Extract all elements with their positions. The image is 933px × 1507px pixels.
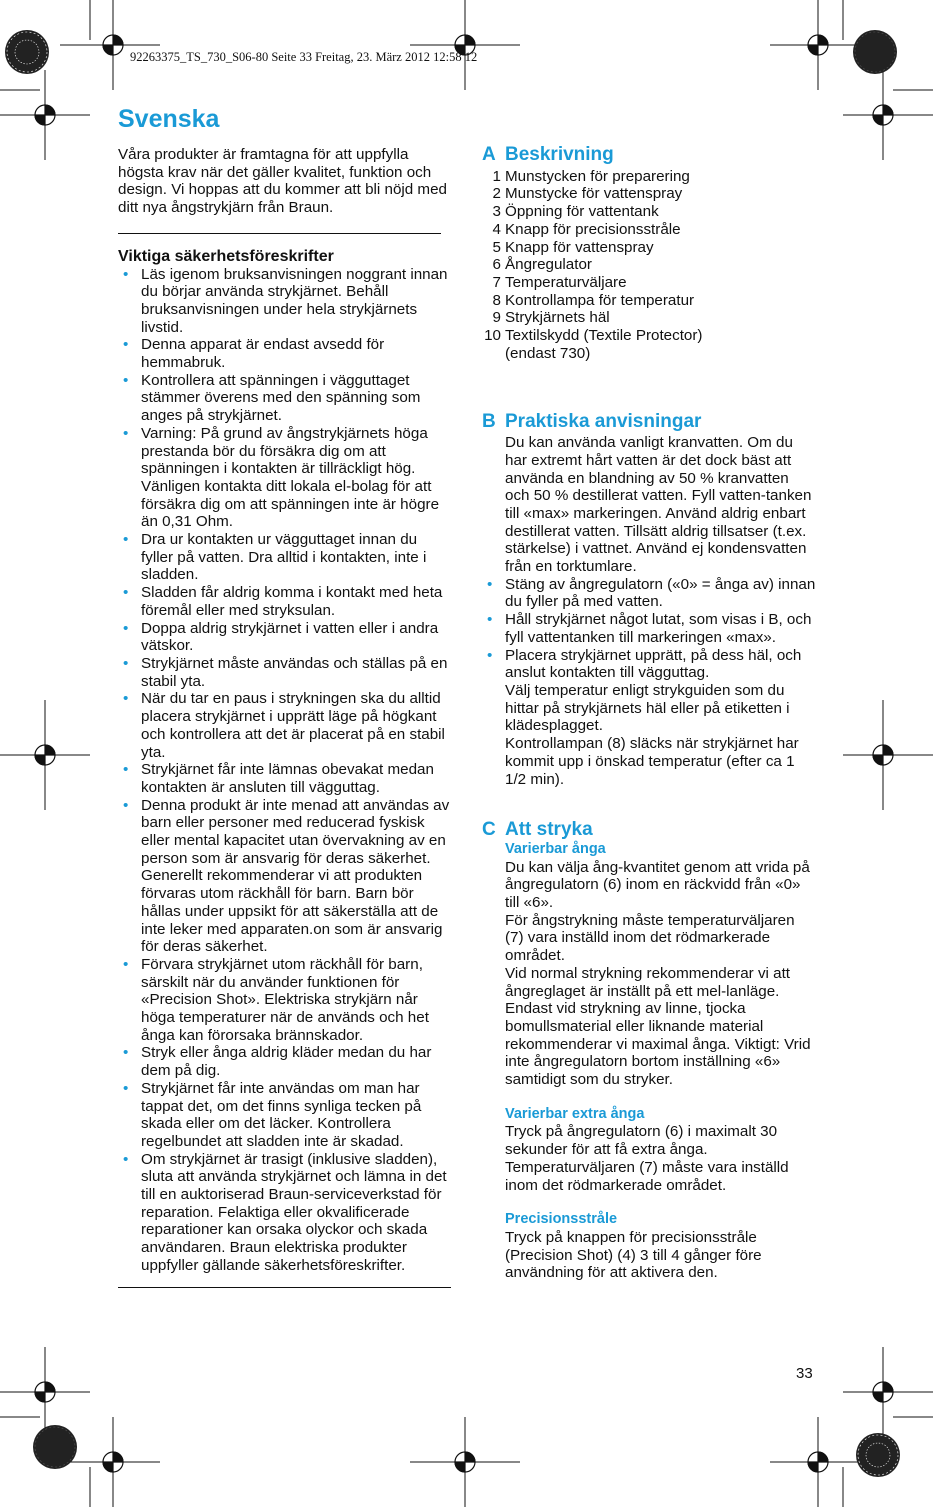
section-letter: A	[482, 144, 496, 165]
section-b-heading	[482, 413, 817, 431]
subsection-heading: Varierbar ånga	[505, 840, 606, 857]
parts-list	[482, 168, 817, 363]
list-item: 6 Ångregulator	[492, 256, 592, 274]
section-b-intro: Du kan använda vanligt kranvatten. Om du har extremt hårt vatten är det dock bäst att använda en blandning av 50 % kranvatten och 50 % destillerat vatten. Fyll vatten-tanken till «max» markeringen. Använd aldrig enbart destillerat vatten. Tillsätt aldrig tillsatser (t.ex. stärkelse) i vattnet. Använd ej kondensvatten från en torktumlare.	[505, 434, 812, 576]
print-slug: 92263375_TS_730_S06-80 Seite 33 Freitag, 23. März 2012 12:58 12	[130, 50, 478, 64]
section-b-paragraph: Välj temperatur enligt strykguiden som du hittar på strykjärnets häl eller på etiketten i klädesplagget.	[505, 681, 790, 735]
section-letter: C	[482, 819, 496, 841]
page-title: Svenska	[118, 105, 220, 133]
list-item: • Stäng av ångregulatorn («0» = ånga av) innan du fyller på med vatten.	[482, 576, 817, 611]
intro-paragraph: Våra produkter är framtagna för att uppfylla högsta krav när det gäller kvalitet, funktion och design. Vi hoppas att du kommer att bli nöjd med ditt nya ångstrykjärn från Braun.	[118, 146, 447, 217]
list-item: • Håll strykjärnet något lutat, som visas i B, och fyll vattentanken till markeringen «max».	[482, 611, 817, 646]
list-item: 3 Öppning för vattentank	[492, 203, 659, 221]
list-item: • Läs igenom bruksanvisningen noggrant innan du börjar använda strykjärnet. Behåll bruksanvisningen under hela strykjärnets livstid.	[118, 266, 453, 337]
list-item: • Doppa aldrig strykjärnet i vatten eller i andra vätskor.	[118, 620, 453, 655]
list-item: • Förvara strykjärnet utom räckhåll för barn, särskilt när du använder funktionen för «Precision Shot». Elektriska strykjärn når höga temperaturer när de används och het ånga kan förorsaka brännskador.	[118, 956, 453, 1045]
paragraph: Tryck på knappen för precisionsstråle (Precision Shot) (4) 3 till 4 gånger före användning för att aktivera den.	[505, 1228, 762, 1282]
list-item: • Strykjärnet måste användas och ställas på en stabil yta.	[118, 655, 453, 690]
section-title: Att stryka	[505, 819, 593, 841]
right-column	[482, 146, 817, 1282]
list-item: • Kontrollera att spänningen i vägguttaget stämmer överens med den spänning som anges på strykjärnet.	[118, 372, 453, 425]
paragraph: Vid normal strykning rekommenderar vi att ångreglaget är inställt på ett mel-lanläge. Endast vid strykning av linne, tjocka bomullsmaterial eller liknande material rekommenderar vi maximal ånga. Viktigt: Vrid inte ångregulatorn bortom inställning «6» samtidigt som du stryker.	[505, 964, 811, 1089]
safety-list	[118, 266, 453, 1275]
list-item: • Placera strykjärnet upprätt, på dess häl, och anslut kontakten till vägguttag.	[482, 647, 817, 682]
subsection-heading: Varierbar extra ånga	[505, 1105, 645, 1122]
list-item: 4 Knapp för precisionsstråle	[492, 220, 681, 238]
section-title: Praktiska anvisningar	[505, 411, 702, 433]
list-item: 7 Temperaturväljare	[492, 273, 627, 291]
subsection-heading: Precisionsstråle	[505, 1211, 618, 1228]
list-item: • Denna apparat är endast avsedd för hemmabruk.	[118, 336, 453, 371]
list-item: • Strykjärnet får inte användas om man har tappat det, om det finns synliga tecken på skada eller om det läcker. Kontrollera regelbundet att sladden inte är skadad.	[118, 1080, 453, 1151]
paragraph: Du kan välja ång-kvantitet genom att vrida på ångregulatorn (6) inom en räckvidd från «0» till «6».	[505, 858, 810, 912]
section-c-body	[482, 841, 817, 1282]
safety-heading: Viktiga säkerhetsföreskrifter	[118, 247, 334, 265]
list-item: • När du tar en paus i strykningen ska du alltid placera strykjärnet i upprätt läge på högkant och kontrollera att det är placerat på en stabil yta.	[118, 690, 453, 761]
left-column	[118, 146, 453, 1288]
section-b-list	[482, 576, 817, 682]
list-item: 9 Strykjärnets häl	[492, 309, 610, 327]
paragraph: För ångstrykning måste temperaturväljaren (7) vara inställd inom det rödmarkerade området.	[505, 911, 795, 965]
list-item: 5 Knapp för vattenspray	[492, 238, 654, 256]
list-item: 1 Munstycken för preparering	[492, 167, 690, 185]
list-item: 10 Textilskydd (Textile Protector) (endast 730)	[484, 327, 703, 362]
section-letter: B	[482, 411, 496, 433]
list-item: • Sladden får aldrig komma i kontakt med heta föremål eller med stryksulan.	[118, 584, 453, 619]
page-number: 33	[796, 1365, 813, 1382]
section-a-heading	[482, 146, 817, 164]
divider	[118, 233, 441, 234]
section-title: Beskrivning	[505, 144, 614, 165]
list-item: • Varning: På grund av ångstrykjärnets höga prestanda bör du försäkra dig om att spänningen i kontakten är tillräckligt hög. Vänligen kontakta ditt lokala el-bolag för att försäkra dig om att spänningen inte är högre än 0,31 Ohm.	[118, 425, 453, 531]
list-item: 8 Kontrollampa för temperatur	[492, 291, 695, 309]
section-b-paragraph: Kontrollampan (8) släcks när strykjärnet har kommit upp i önskad temperatur (efter ca 1 1/2 min).	[505, 735, 799, 788]
list-item: 2 Munstycke för vattenspray	[492, 185, 683, 203]
list-item: • Om strykjärnet är trasigt (inklusive sladden), sluta att använda strykjärnet och lämna in det till en auktoriserad Braun-serviceverkstad för reparation. Felaktiga eller okvalificerade reparationer kan orsaka olyckor och skada användaren. Braun elektriska produkter uppfyller gällande säkerhetsföreskrifter.	[118, 1151, 453, 1275]
paragraph: Tryck på ångregulatorn (6) i maximalt 30 sekunder för att få extra ånga. Temperaturväljaren (7) måste vara inställd inom det rödmarkerade området.	[505, 1123, 789, 1194]
section-c-heading	[482, 821, 817, 839]
divider	[118, 1287, 451, 1288]
list-item: • Dra ur kontakten ur vägguttaget innan du fyller på vatten. Dra alltid i kontakten, inte i sladden.	[118, 531, 453, 584]
list-item: • Strykjärnet får inte lämnas obevakat medan kontakten är ansluten till vägguttag.	[118, 761, 453, 796]
list-item: • Stryk eller ånga aldrig kläder medan du har dem på dig.	[118, 1044, 453, 1079]
list-item: • Denna produkt är inte menad att användas av barn eller personer med reducerad fyskisk eller mental kapacitet utan övervakning av en person som är ansvarig för deras säkerhet. Generellt rekommenderar vi att produkten förvaras utom räckhåll för barn. Barn bör hållas under uppsikt för att säkerställa att de inte leker med apparaten.on som är ansvarig för deras säkerhet.	[118, 797, 453, 956]
